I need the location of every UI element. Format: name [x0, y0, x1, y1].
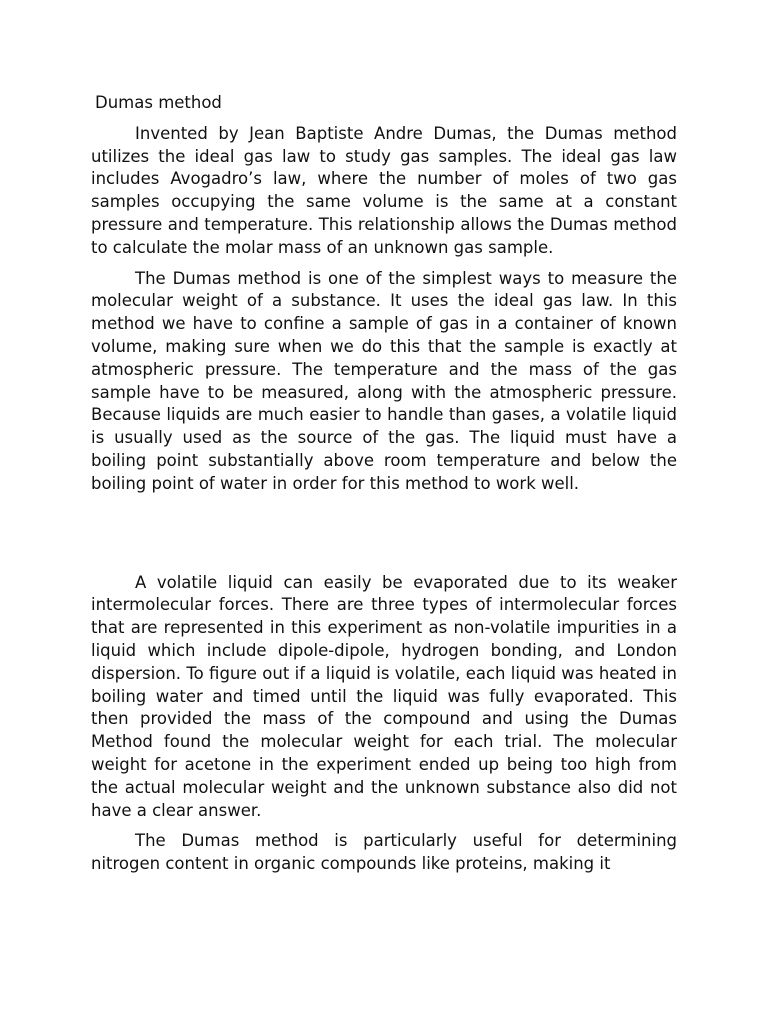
paragraph-intro: Invented by Jean Baptiste Andre Dumas, the Dumas method utilizes the ideal gas law to study gas samples. The ideal gas law includes Avogadro’s law, where the number of moles of two gas samples occupying the same volume is the same at a constant pressure and temperature. This relationship allows the Dumas method to calculate the molar mass of an unknown gas sample.: [91, 123, 677, 257]
document-body: [91, 92, 677, 884]
paragraph-volatile-liquid: A volatile liquid can easily be evaporated due to its weaker intermolecular forces. There are three types of intermolecular forces that are represented in this experiment as non-volatile impurities in a liquid which include dipole-dipole, hydrogen bonding, and London dispersion. To figure out if a liquid is volatile, each liquid was heated in boiling water and timed until the liquid was fully evaporated. This then provided the mass of the compound and using the Dumas Method found the molecular weight for each trial. The molecular weight for acetone in the experiment ended up being too high from the actual molecular weight and the unknown substance also did not have a clear answer.: [91, 572, 677, 820]
paragraph-nitrogen: The Dumas method is particularly useful for determining nitrogen content in organic compounds like proteins, making it: [91, 831, 677, 874]
paragraph-method: The Dumas method is one of the simplest ways to measure the molecular weight of a substance. It uses the ideal gas law. In this method we have to confine a sample of gas in a container of known volume, making sure when we do this that the sample is exactly at atmospheric pressure. The temperature and the mass of the gas sample have to be measured, along with the atmospheric pressure. Because liquids are much easier to handle than gases, a volatile liquid is usually used as the source of the gas. The liquid must have a boiling point substantially above room temperature and below the boiling point of water in order for this method to work well.: [91, 268, 677, 493]
document-title: Dumas method: [95, 93, 222, 112]
blank-gap: [91, 504, 677, 572]
